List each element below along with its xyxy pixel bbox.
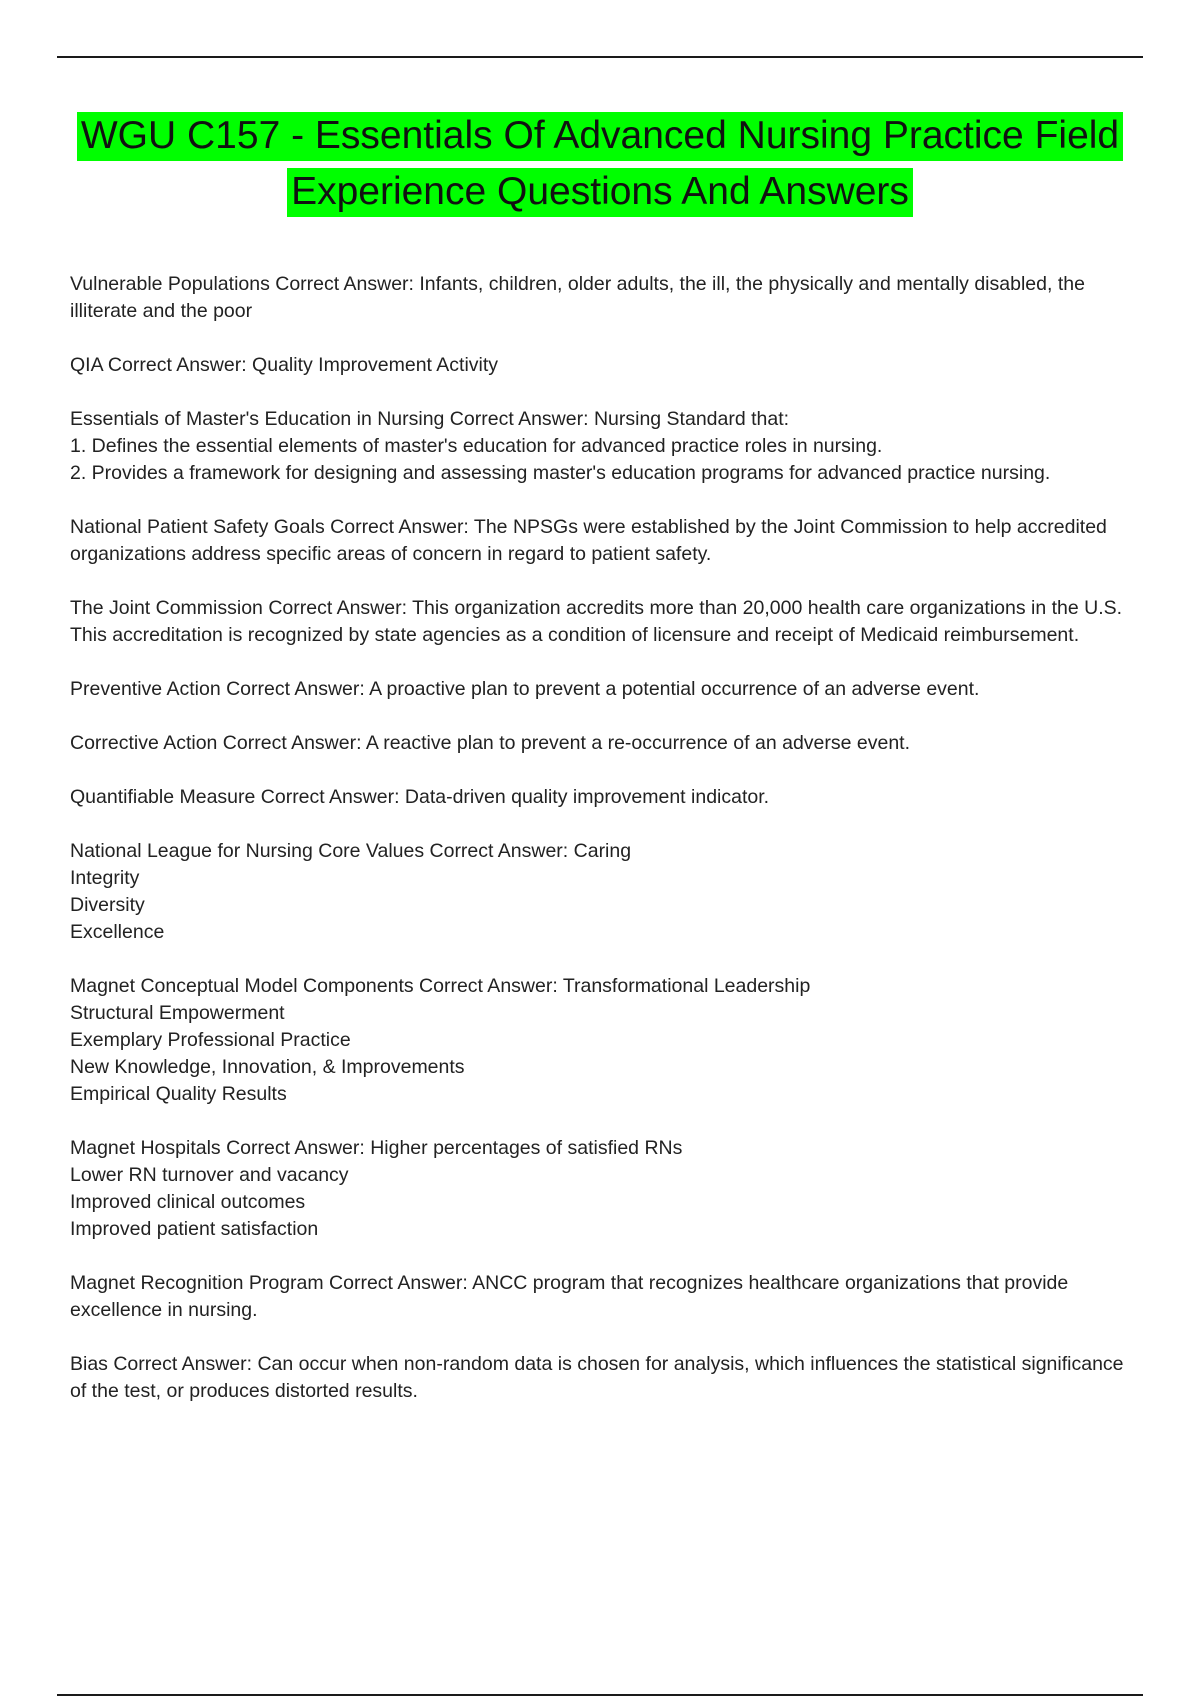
- document-title: [57, 108, 1143, 220]
- top-rule: [57, 56, 1143, 58]
- bottom-rule: [57, 1694, 1143, 1696]
- qa-entry-line: Empirical Quality Results: [70, 1083, 287, 1105]
- qa-entry-text: Magnet Hospitals Correct Answer: Higher percentages of satisfied RNs: [70, 1137, 683, 1159]
- qa-entry-text: Magnet Conceptual Model Components Correct Answer: Transformational Leadership: [70, 975, 811, 997]
- qa-entry: [70, 730, 1144, 757]
- qa-entry-line: Improved clinical outcomes: [70, 1191, 306, 1213]
- qa-entry-text: Corrective Action Correct Answer: A reactive plan to prevent a re-occurrence of an adverse event.: [70, 732, 911, 754]
- qa-entry-text: Preventive Action Correct Answer: A proactive plan to prevent a potential occurrence of an adverse event.: [70, 678, 980, 700]
- title-line-1: WGU C157 - Essentials Of Advanced Nursing Practice Field: [77, 112, 1123, 161]
- qa-entry: [70, 271, 1144, 325]
- qa-entry-line: Excellence: [70, 921, 165, 943]
- qa-entry: [70, 784, 1144, 811]
- qa-entry-line: Improved patient satisfaction: [70, 1218, 319, 1240]
- title-line-2: Experience Questions And Answers: [287, 168, 913, 217]
- qa-entry: [70, 676, 1144, 703]
- qa-entry-text: Essentials of Master's Education in Nursing Correct Answer: Nursing Standard that:: [70, 408, 790, 430]
- qa-entry: [70, 973, 1144, 1108]
- qa-entry-line: Diversity: [70, 894, 145, 916]
- qa-entry-text: Bias Correct Answer: Can occur when non-random data is chosen for analysis, which influences the statistical significance of the test, or produces distorted results.: [70, 1353, 1124, 1402]
- qa-entry-line: New Knowledge, Innovation, & Improvements: [70, 1056, 465, 1078]
- qa-entry-line: Lower RN turnover and vacancy: [70, 1164, 349, 1186]
- qa-entry-line: Exemplary Professional Practice: [70, 1029, 351, 1051]
- qa-entry-text: Quantifiable Measure Correct Answer: Data-driven quality improvement indicator.: [70, 786, 770, 808]
- qa-entry-text: Magnet Recognition Program Correct Answer: ANCC program that recognizes healthcare organizations that provide excellence in nursing.: [70, 1272, 1069, 1321]
- qa-list: [70, 271, 1144, 1432]
- qa-entry: [70, 595, 1144, 649]
- qa-entry-line: Integrity: [70, 867, 140, 889]
- qa-entry: [70, 1351, 1144, 1405]
- qa-entry: [70, 406, 1144, 487]
- qa-entry: [70, 1270, 1144, 1324]
- qa-entry: [70, 838, 1144, 946]
- qa-entry: [70, 352, 1144, 379]
- qa-entry-text: Vulnerable Populations Correct Answer: Infants, children, older adults, the ill, the physically and mentally disabled, the illiterate and the poor: [70, 273, 1085, 322]
- qa-entry-line: 2. Provides a framework for designing and assessing master's education programs for advanced practice nursing.: [70, 462, 1051, 484]
- qa-entry: [70, 514, 1144, 568]
- qa-entry-text: The Joint Commission Correct Answer: This organization accredits more than 20,000 health care organizations in the U.S. This accreditation is recognized by state agencies as a condition of licensure and receipt of Medicaid reimbursement.: [70, 597, 1123, 646]
- qa-entry-text: National League for Nursing Core Values Correct Answer: Caring: [70, 840, 632, 862]
- qa-entry-text: QIA Correct Answer: Quality Improvement Activity: [70, 354, 499, 376]
- qa-entry-line: 1. Defines the essential elements of master's education for advanced practice roles in nursing.: [70, 435, 883, 457]
- qa-entry: [70, 1135, 1144, 1243]
- qa-entry-text: National Patient Safety Goals Correct Answer: The NPSGs were established by the Joint Commission to help accredited organizations address specific areas of concern in regard to patient safety.: [70, 516, 1107, 565]
- qa-entry-line: Structural Empowerment: [70, 1002, 285, 1024]
